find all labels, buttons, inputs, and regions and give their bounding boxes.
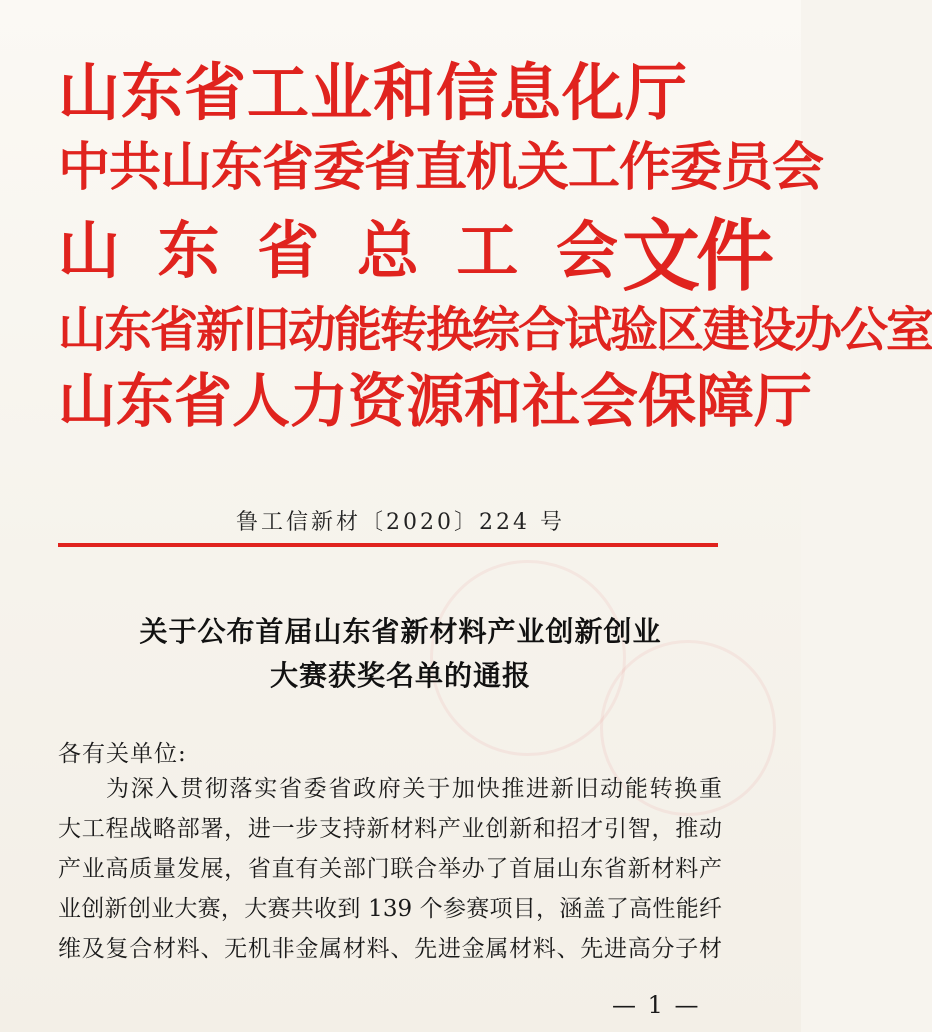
body-line: 大工程战略部署，进一步支持新材料产业创新和招才引智，推动 bbox=[58, 816, 722, 842]
document-number: 鲁工信新材〔2020〕224 号 bbox=[236, 510, 565, 535]
red-separator-line bbox=[58, 543, 718, 547]
document-header bbox=[0, 0, 932, 470]
body-line: 产业高质量发展，省直有关部门联合举办了首届山东省新材料产 bbox=[58, 856, 722, 882]
body-line: 业创新创业大赛，大赛共收到 139 个参赛项目，涵盖了高性能纤 bbox=[58, 896, 722, 922]
salutation: 各有关单位: bbox=[58, 741, 187, 767]
issuer-conversion-zone-office: 山东省新旧动能转换综合试验区建设办公室 bbox=[58, 302, 932, 358]
document-suffix: 文件 bbox=[622, 211, 771, 302]
document-title-line-2: 大赛获奖名单的通报 bbox=[269, 659, 531, 692]
body-line: 为深入贯彻落实省委省政府关于加快推进新旧动能转换重 bbox=[106, 776, 722, 802]
issuer-party-work-committee: 中共山东省委省直机关工作委员会 bbox=[58, 137, 824, 198]
body-line: 维及复合材料、无机非金属材料、先进金属材料、先进高分子材 bbox=[58, 936, 722, 962]
issuer-human-resources-department: 山东省人力资源和社会保障厅 bbox=[58, 367, 813, 435]
page-number: — 1 — bbox=[612, 991, 701, 1019]
issuer-industry-it-department: 山东省工业和信息化厅 bbox=[58, 56, 689, 129]
issuer-federation-of-trade-unions: 山 东 省 总 工 会 bbox=[58, 214, 618, 287]
document-title-line-1: 关于公布首届山东省新材料产业创新创业 bbox=[139, 615, 662, 648]
faint-seal-shadow bbox=[430, 560, 626, 756]
